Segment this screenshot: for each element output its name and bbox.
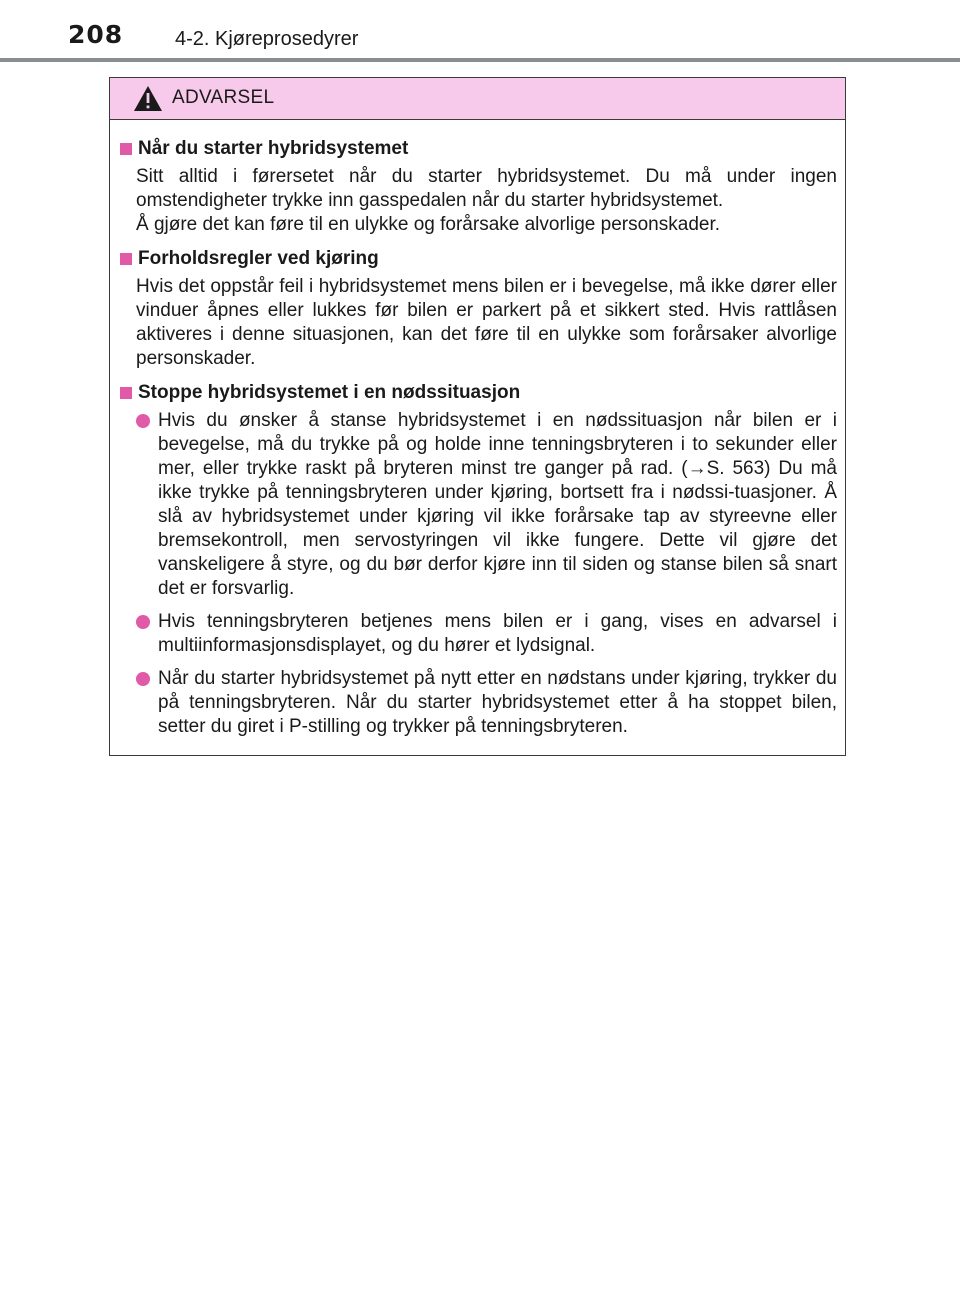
warning-header (110, 78, 845, 120)
square-bullet-icon (120, 253, 132, 265)
square-bullet-icon (120, 387, 132, 399)
list-item (136, 610, 837, 658)
page-header (0, 0, 960, 64)
section-title: 4-2. Kjøreprosedyrer (175, 28, 359, 50)
section-heading (120, 136, 837, 162)
warning-body (110, 120, 845, 739)
section-heading (120, 246, 837, 272)
warning-label: ADVARSEL (172, 87, 275, 108)
section-paragraph: Sitt alltid i førersetet når du starter hybridsystemet. Du må under ingen omstendigheter trykke inn gasspedalen når du starter hybridsystemet. (136, 166, 837, 211)
circle-bullet-icon (136, 414, 150, 428)
section-heading (120, 380, 837, 406)
warning-box (109, 77, 846, 756)
circle-bullet-icon (136, 672, 150, 686)
warning-triangle-icon (133, 85, 163, 112)
list-item-text: Når du starter hybridsystemet på nytt etter en nødstans under kjøring, trykker du på tenningsbryteren. Når du starter hybridsystemet etter å ha stoppet bilen, setter du giret i P-stilling og trykker på tenningsbryteren. (158, 668, 837, 737)
list-item (136, 409, 837, 601)
list-item (136, 667, 837, 739)
section-driving-precautions (120, 246, 837, 371)
section-emergency-stop (120, 380, 837, 739)
section-heading-text: Forholdsregler ved kjøring (138, 248, 379, 269)
circle-bullet-icon (136, 615, 150, 629)
section-heading-text: Stoppe hybridsystemet i en nødssituasjon (138, 382, 521, 403)
section-paragraph: Hvis det oppstår feil i hybridsystemet mens bilen er i bevegelse, må ikke dører eller vinduer åpnes eller lukkes før bilen er parkert på et sikkert sted. Hvis rattlåsen aktiveres i denne situasjonen, kan det føre til en ulykke som forårsaker alvorlige personskader. (136, 276, 837, 369)
section-heading-text: Når du starter hybridsystemet (138, 138, 409, 159)
page-number: 208 (68, 20, 124, 49)
list-item-text: Hvis du ønsker å stanse hybridsystemet i en nødssituasjon når bilen er i bevegelse, må du trykke på og holde inne tenningsbryteren i to sekunder eller mer, eller trykke raskt på bryteren minst tre ganger på rad. (→S. 563) Du må ikke trykke på tenningsbryteren under kjøring, bortsett fra i nødssi-tuasjoner. Å slå av hybridsystemet under kjøring vil ikke forårsake tap av styreevne eller bremsekontroll, men servostyringen vil ikke fungere. Dette vil gjøre det vanskeligere å styre, og du bør derfor kjøre inn til siden og stanse bilen så snart det er forsvarlig. (158, 410, 837, 599)
list-item-text: Hvis tenningsbryteren betjenes mens bilen er i gang, vises en advarsel i multiinformasjonsdisplayet, og du hører et lydsignal. (158, 611, 837, 656)
section-paragraph: Å gjøre det kan føre til en ulykke og forårsake alvorlige personskader. (136, 214, 721, 235)
square-bullet-icon (120, 143, 132, 155)
header-divider (0, 58, 960, 62)
section-starting (120, 136, 837, 237)
